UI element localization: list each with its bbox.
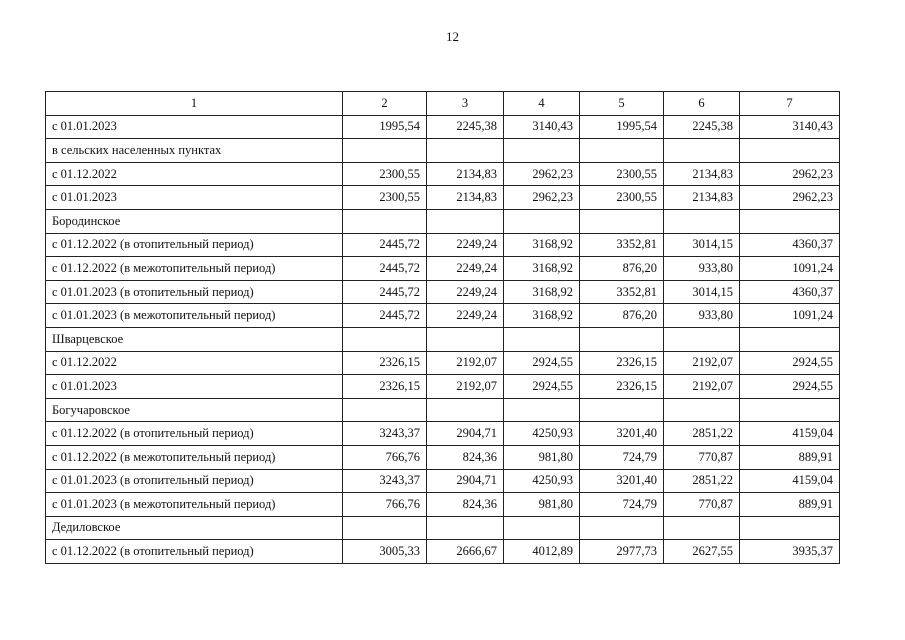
- value-cell: 2924,55: [504, 351, 580, 375]
- row-label-cell: с 01.01.2023 (в отопительный период): [46, 280, 343, 304]
- row-label-cell: с 01.01.2023 (в отопительный период): [46, 469, 343, 493]
- value-cell: [580, 327, 664, 351]
- value-cell: 2134,83: [664, 186, 740, 210]
- value-cell: 2851,22: [664, 469, 740, 493]
- table-row: [46, 351, 840, 375]
- value-cell: [580, 139, 664, 163]
- value-cell: 2134,83: [427, 162, 504, 186]
- table-row: [46, 139, 840, 163]
- value-cell: [427, 327, 504, 351]
- table-row: [46, 445, 840, 469]
- value-cell: [343, 139, 427, 163]
- table-row: [46, 304, 840, 328]
- value-cell: [504, 139, 580, 163]
- value-cell: 981,80: [504, 493, 580, 517]
- value-cell: 2300,55: [580, 162, 664, 186]
- value-cell: 3243,37: [343, 422, 427, 446]
- row-label-cell: с 01.01.2023: [46, 186, 343, 210]
- value-cell: 1995,54: [580, 115, 664, 139]
- value-cell: 2977,73: [580, 540, 664, 564]
- column-header: 5: [580, 92, 664, 116]
- value-cell: 770,87: [664, 493, 740, 517]
- value-cell: 2666,67: [427, 540, 504, 564]
- value-cell: 876,20: [580, 257, 664, 281]
- value-cell: [664, 209, 740, 233]
- table-row: [46, 280, 840, 304]
- page-number: 12: [446, 29, 459, 44]
- value-cell: [580, 516, 664, 540]
- value-cell: 2962,23: [740, 186, 840, 210]
- value-cell: [427, 209, 504, 233]
- row-label-cell: в сельских населенных пунктах: [46, 139, 343, 163]
- value-cell: 3140,43: [740, 115, 840, 139]
- value-cell: 2924,55: [740, 375, 840, 399]
- row-label-cell: с 01.12.2022 (в межотопительный период): [46, 257, 343, 281]
- value-cell: [427, 398, 504, 422]
- value-cell: 824,36: [427, 445, 504, 469]
- table-row: [46, 493, 840, 517]
- value-cell: 2134,83: [427, 186, 504, 210]
- value-cell: 2924,55: [504, 375, 580, 399]
- value-cell: 876,20: [580, 304, 664, 328]
- column-header: 7: [740, 92, 840, 116]
- value-cell: 3352,81: [580, 280, 664, 304]
- row-label-cell: с 01.01.2023: [46, 375, 343, 399]
- value-cell: [740, 327, 840, 351]
- value-cell: 2192,07: [427, 375, 504, 399]
- table-row: [46, 398, 840, 422]
- value-cell: [343, 516, 427, 540]
- value-cell: [740, 398, 840, 422]
- value-cell: 2445,72: [343, 233, 427, 257]
- value-cell: 3168,92: [504, 233, 580, 257]
- table-row: [46, 186, 840, 210]
- value-cell: 2326,15: [343, 351, 427, 375]
- table-row: [46, 540, 840, 564]
- value-cell: 2904,71: [427, 422, 504, 446]
- value-cell: [504, 398, 580, 422]
- value-cell: 1091,24: [740, 304, 840, 328]
- value-cell: 2627,55: [664, 540, 740, 564]
- row-label-cell: с 01.01.2023 (в межотопительный период): [46, 493, 343, 517]
- value-cell: 2192,07: [664, 375, 740, 399]
- value-cell: [580, 209, 664, 233]
- value-cell: [504, 516, 580, 540]
- table-header-row: [46, 92, 840, 116]
- value-cell: [664, 516, 740, 540]
- value-cell: 3014,15: [664, 233, 740, 257]
- value-cell: 2445,72: [343, 257, 427, 281]
- row-label-cell: с 01.12.2022 (в отопительный период): [46, 422, 343, 446]
- value-cell: 2445,72: [343, 280, 427, 304]
- table-row: [46, 233, 840, 257]
- value-cell: 2249,24: [427, 257, 504, 281]
- value-cell: [580, 398, 664, 422]
- value-cell: 3014,15: [664, 280, 740, 304]
- column-header: 2: [343, 92, 427, 116]
- table-row: [46, 422, 840, 446]
- value-cell: 933,80: [664, 257, 740, 281]
- row-label-cell: с 01.12.2022 (в отопительный период): [46, 540, 343, 564]
- value-cell: 2245,38: [427, 115, 504, 139]
- value-cell: 2192,07: [427, 351, 504, 375]
- column-header: 6: [664, 92, 740, 116]
- row-label-cell: Богучаровское: [46, 398, 343, 422]
- value-cell: 2962,23: [504, 186, 580, 210]
- value-cell: 2962,23: [504, 162, 580, 186]
- row-label-cell: с 01.12.2022 (в межотопительный период): [46, 445, 343, 469]
- value-cell: 766,76: [343, 445, 427, 469]
- table-row: [46, 209, 840, 233]
- value-cell: 2245,38: [664, 115, 740, 139]
- value-cell: 4360,37: [740, 280, 840, 304]
- value-cell: 2300,55: [343, 186, 427, 210]
- value-cell: 2249,24: [427, 233, 504, 257]
- value-cell: 3201,40: [580, 469, 664, 493]
- value-cell: 2445,72: [343, 304, 427, 328]
- value-cell: 2249,24: [427, 280, 504, 304]
- tariff-table: [45, 91, 840, 564]
- row-label-cell: Бородинское: [46, 209, 343, 233]
- value-cell: [427, 139, 504, 163]
- row-label-cell: с 01.01.2023 (в межотопительный период): [46, 304, 343, 328]
- value-cell: [740, 209, 840, 233]
- value-cell: 3201,40: [580, 422, 664, 446]
- value-cell: 4159,04: [740, 469, 840, 493]
- value-cell: 2326,15: [580, 351, 664, 375]
- value-cell: 2326,15: [343, 375, 427, 399]
- value-cell: 3168,92: [504, 257, 580, 281]
- table-row: [46, 327, 840, 351]
- value-cell: [664, 139, 740, 163]
- value-cell: [343, 327, 427, 351]
- table-row: [46, 257, 840, 281]
- value-cell: 724,79: [580, 445, 664, 469]
- row-label-cell: с 01.12.2022: [46, 162, 343, 186]
- value-cell: 2249,24: [427, 304, 504, 328]
- value-cell: 3168,92: [504, 304, 580, 328]
- value-cell: 3140,43: [504, 115, 580, 139]
- value-cell: 2904,71: [427, 469, 504, 493]
- value-cell: 3005,33: [343, 540, 427, 564]
- column-header: 3: [427, 92, 504, 116]
- column-header: 4: [504, 92, 580, 116]
- value-cell: 1091,24: [740, 257, 840, 281]
- value-cell: 3352,81: [580, 233, 664, 257]
- row-label-cell: с 01.01.2023: [46, 115, 343, 139]
- value-cell: [504, 327, 580, 351]
- value-cell: 981,80: [504, 445, 580, 469]
- table-row: [46, 469, 840, 493]
- value-cell: [343, 209, 427, 233]
- row-label-cell: с 01.12.2022: [46, 351, 343, 375]
- value-cell: [740, 139, 840, 163]
- value-cell: [740, 516, 840, 540]
- row-label-cell: с 01.12.2022 (в отопительный период): [46, 233, 343, 257]
- value-cell: 4250,93: [504, 422, 580, 446]
- value-cell: 933,80: [664, 304, 740, 328]
- value-cell: 724,79: [580, 493, 664, 517]
- value-cell: 2924,55: [740, 351, 840, 375]
- value-cell: 770,87: [664, 445, 740, 469]
- value-cell: 766,76: [343, 493, 427, 517]
- table-row: [46, 162, 840, 186]
- value-cell: 3243,37: [343, 469, 427, 493]
- value-cell: 4159,04: [740, 422, 840, 446]
- value-cell: [664, 327, 740, 351]
- value-cell: 2851,22: [664, 422, 740, 446]
- value-cell: 1995,54: [343, 115, 427, 139]
- value-cell: 2300,55: [580, 186, 664, 210]
- table-row: [46, 115, 840, 139]
- value-cell: 2192,07: [664, 351, 740, 375]
- value-cell: [504, 209, 580, 233]
- value-cell: 824,36: [427, 493, 504, 517]
- column-header: 1: [46, 92, 343, 116]
- value-cell: [664, 398, 740, 422]
- table-row: [46, 375, 840, 399]
- row-label-cell: Дедиловское: [46, 516, 343, 540]
- row-label-cell: Шварцевское: [46, 327, 343, 351]
- value-cell: 2134,83: [664, 162, 740, 186]
- value-cell: 889,91: [740, 445, 840, 469]
- value-cell: 889,91: [740, 493, 840, 517]
- value-cell: 3168,92: [504, 280, 580, 304]
- value-cell: [343, 398, 427, 422]
- value-cell: 4360,37: [740, 233, 840, 257]
- value-cell: 4250,93: [504, 469, 580, 493]
- value-cell: 3935,37: [740, 540, 840, 564]
- value-cell: 2300,55: [343, 162, 427, 186]
- value-cell: 2326,15: [580, 375, 664, 399]
- value-cell: [427, 516, 504, 540]
- table-row: [46, 516, 840, 540]
- value-cell: 4012,89: [504, 540, 580, 564]
- value-cell: 2962,23: [740, 162, 840, 186]
